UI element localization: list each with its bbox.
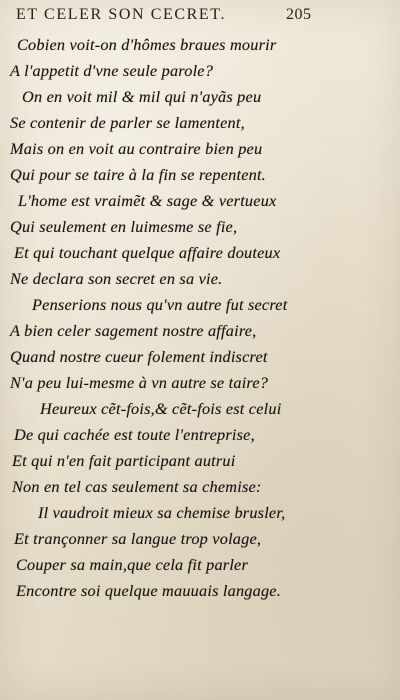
- verse-line-1: Cobien voit-on d'hômes braues mourir: [17, 35, 277, 54]
- verse-line-12: A bien celer sagement nostre affaire,: [10, 321, 257, 340]
- page-header: [0, 6, 400, 32]
- verse-line-11: Penserions nous qu'vn autre fut secret: [32, 295, 288, 314]
- verse-line-17: Et qui n'en fait participant autrui: [12, 451, 236, 470]
- verse-line-8: Qui seulement en luimesme se fie,: [10, 217, 238, 236]
- verse-line-15: Heureux cẽt-fois,& cẽt-fois est celui: [40, 399, 282, 418]
- verse-line-10: Ne declara son secret en sa vie.: [10, 269, 223, 288]
- verse-line-18: Non en tel cas seulement sa chemise:: [12, 477, 262, 496]
- page-number: 205: [286, 6, 312, 23]
- verse-line-16: De qui cachée est toute l'entreprise,: [14, 425, 255, 444]
- running-head: ET CELER SON CECRET.: [16, 6, 227, 23]
- verse-line-22: Encontre soi quelque mauuais langage.: [16, 581, 281, 600]
- verse-line-14: N'a peu lui-mesme à vn autre se taire?: [10, 373, 269, 392]
- verse-line-6: Qui pour se taire à la fin se repentent.: [10, 165, 266, 184]
- verse-line-21: Couper sa main,que cela fit parler: [16, 555, 249, 574]
- verse-line-9: Et qui touchant quelque affaire douteux: [14, 243, 281, 262]
- verse-line-7: L'home est vraimẽt & sage & vertueux: [18, 191, 277, 210]
- verse-line-5: Mais on en voit au contraire bien peu: [10, 139, 263, 158]
- verse-line-13: Quand nostre cueur folement indiscret: [10, 347, 268, 366]
- verse-line-19: Il vaudroit mieux sa chemise brusler,: [38, 503, 286, 522]
- verse-line-3: On en voit mil & mil qui n'ayãs peu: [22, 87, 262, 106]
- verse-line-20: Et trançonner sa langue trop volage,: [14, 529, 262, 548]
- verse-line-2: A l'appetit d'vne seule parole?: [10, 61, 214, 80]
- verse-line-4: Se contenir de parler se lamentent,: [10, 113, 245, 132]
